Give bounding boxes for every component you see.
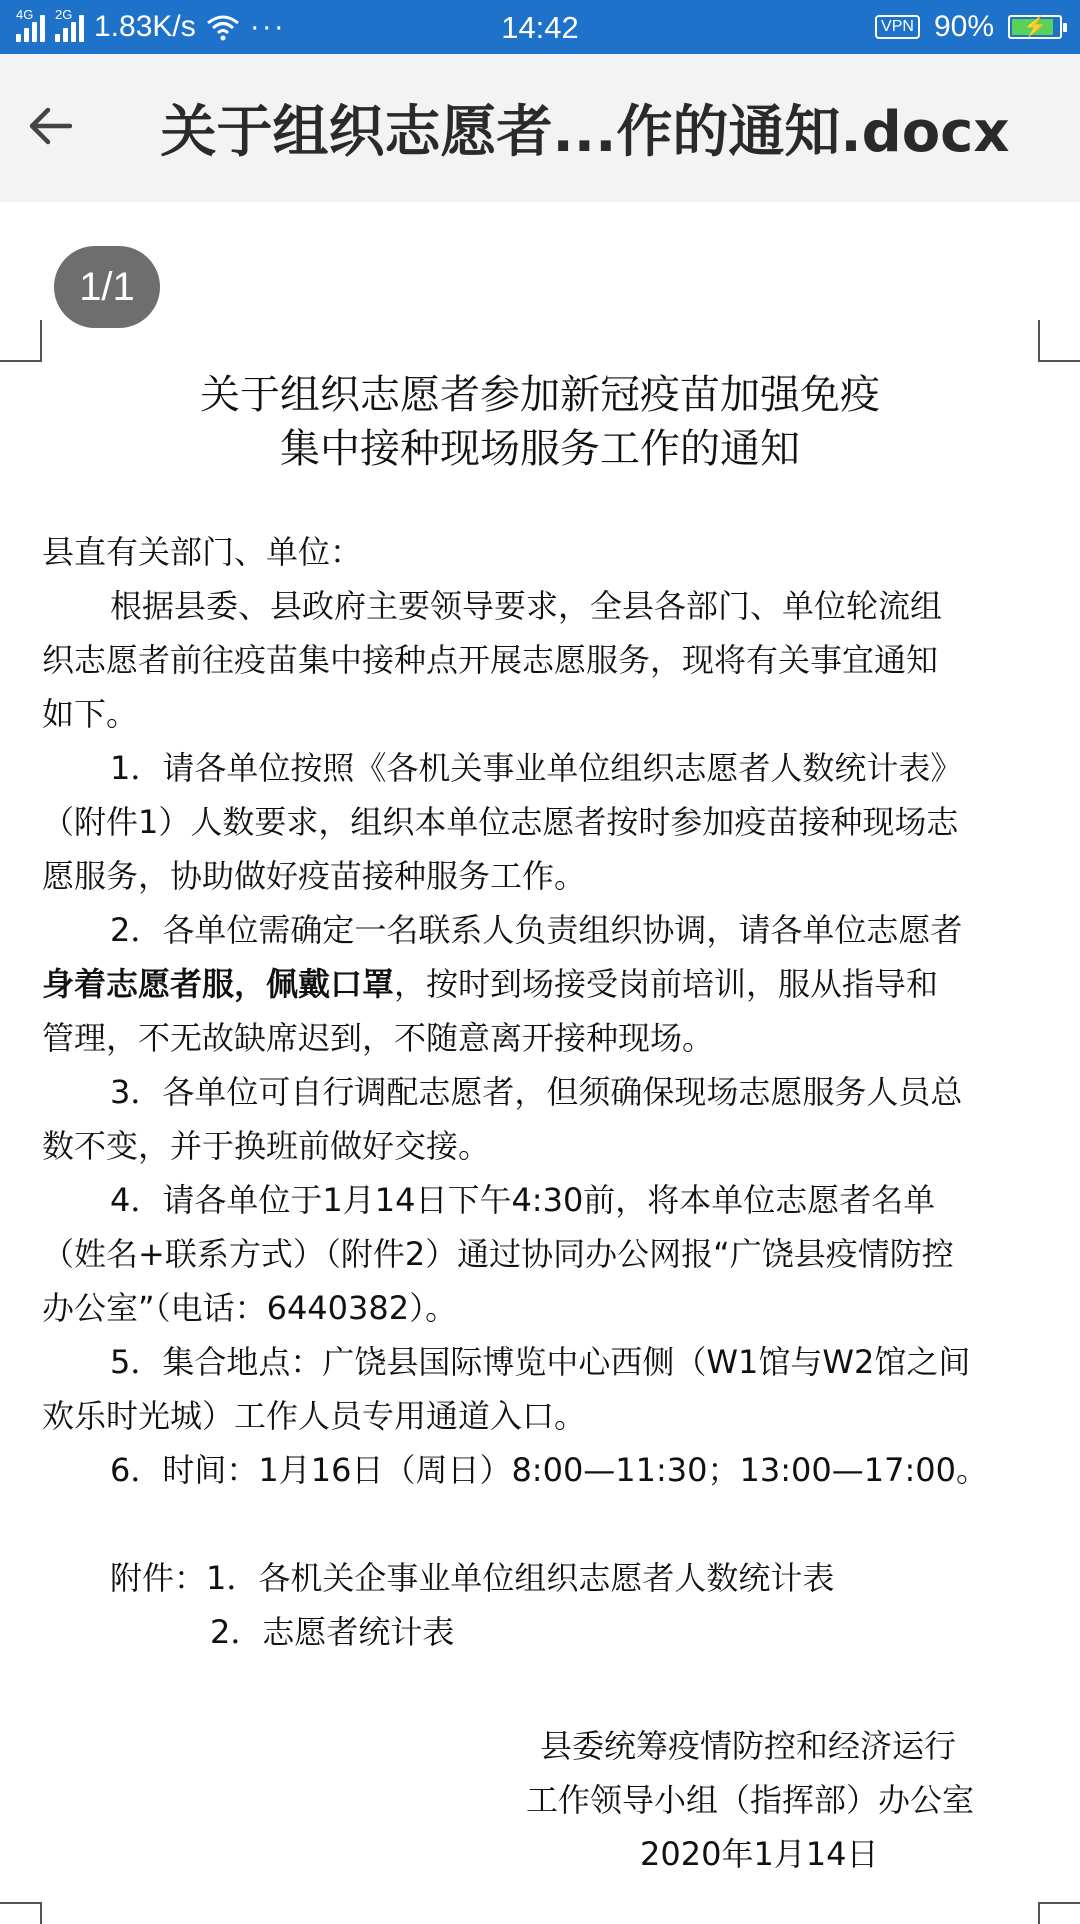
clock: 14:42 — [501, 10, 579, 45]
intro-line-1: 根据县委、县政府主要领导要求，全县各部门、单位轮流组 — [110, 587, 943, 625]
item3-line-1: 3．各单位可自行调配志愿者，但须确保现场志愿服务人员总 — [110, 1073, 963, 1111]
more-notifications-icon: ··· — [249, 10, 286, 43]
document-viewer[interactable] — [0, 202, 1080, 1920]
title-bar — [0, 54, 1080, 202]
item5-line-1: 5．集合地点：广饶县国际博览中心西侧（W1馆与W2馆之间 — [110, 1343, 971, 1381]
item5-line-2: 欢乐时光城）工作人员专用通道入口。 — [42, 1397, 587, 1435]
back-arrow-icon — [28, 106, 72, 146]
item2-line-2-rest: ，按时到场接受岗前培训，服从指导和 — [394, 965, 939, 1003]
status-bar — [0, 0, 1080, 54]
back-button[interactable] — [18, 94, 82, 158]
status-right — [875, 0, 1062, 54]
crop-mark-bottom-right — [1038, 1902, 1080, 1924]
battery-percent: 90% — [933, 10, 994, 43]
notice-heading-line-2: 集中接种现场服务工作的通知 — [280, 426, 800, 472]
vpn-icon: VPN — [875, 15, 920, 39]
item3-line-2: 数不变，并于换班前做好交接。 — [42, 1127, 491, 1165]
item2-line-2 — [42, 964, 938, 1004]
item2-line-1: 2．各单位需确定一名联系人负责组织协调，请各单位志愿者 — [110, 911, 963, 949]
item4-line-2: （姓名+联系方式）（附件2）通过协同办公网报“广饶县疫情防控 — [42, 1235, 954, 1273]
network-2g-label: 2G — [55, 7, 73, 22]
crop-mark-top-left — [0, 320, 42, 362]
document-title: 关于组织志愿者...作的通知.docx — [160, 100, 1010, 165]
crop-mark-bottom-left — [0, 1902, 42, 1924]
network-speed: 1.83K/s — [94, 10, 196, 43]
signature-line-1: 县委统筹疫情防控和经济运行 — [540, 1727, 957, 1765]
item1-line-3: 愿服务，协助做好疫苗接种服务工作。 — [42, 857, 587, 895]
item1-line-2: （附件1）人数要求，组织本单位志愿者按时参加疫苗接种现场志 — [42, 803, 959, 841]
intro-line-3: 如下。 — [42, 695, 139, 733]
attachment-line-1: 附件：1．各机关企事业单位组织志愿者人数统计表 — [110, 1559, 835, 1597]
item4-line-3: 办公室”（电话：6440382）。 — [42, 1289, 458, 1327]
item6-line: 6．时间：1月16日（周日）8:00—11:30；13:00—17:00。 — [110, 1451, 988, 1489]
item2-line-3: 管理，不无故缺席迟到，不随意离开接种现场。 — [42, 1019, 715, 1057]
signature-line-2: 工作领导小组（指挥部）办公室 — [526, 1781, 975, 1819]
item4-line-1: 4．请各单位于1月14日下午4:30前，将本单位志愿者名单 — [110, 1181, 936, 1219]
signature-date: 2020年1月14日 — [640, 1835, 879, 1873]
salutation: 县直有关部门、单位： — [42, 533, 363, 571]
network-4g-label: 4G — [16, 7, 34, 22]
battery-icon — [1008, 15, 1062, 39]
item1-line-1: 1．请各单位按照《各机关事业单位组织志愿者人数统计表》 — [110, 749, 963, 787]
page-indicator: 1/1 — [54, 246, 160, 328]
crop-mark-top-right — [1038, 320, 1080, 362]
item2-bold-text: 身着志愿者服，佩戴口罩 — [42, 965, 395, 1003]
notice-heading-line-1: 关于组织志愿者参加新冠疫苗加强免疫 — [200, 372, 880, 418]
charging-icon: ⚡ — [1022, 16, 1048, 38]
attachment-line-2: 2．志愿者统计表 — [210, 1613, 455, 1651]
intro-line-2: 织志愿者前往疫苗集中接种点开展志愿服务，现将有关事宜通知 — [42, 641, 939, 679]
